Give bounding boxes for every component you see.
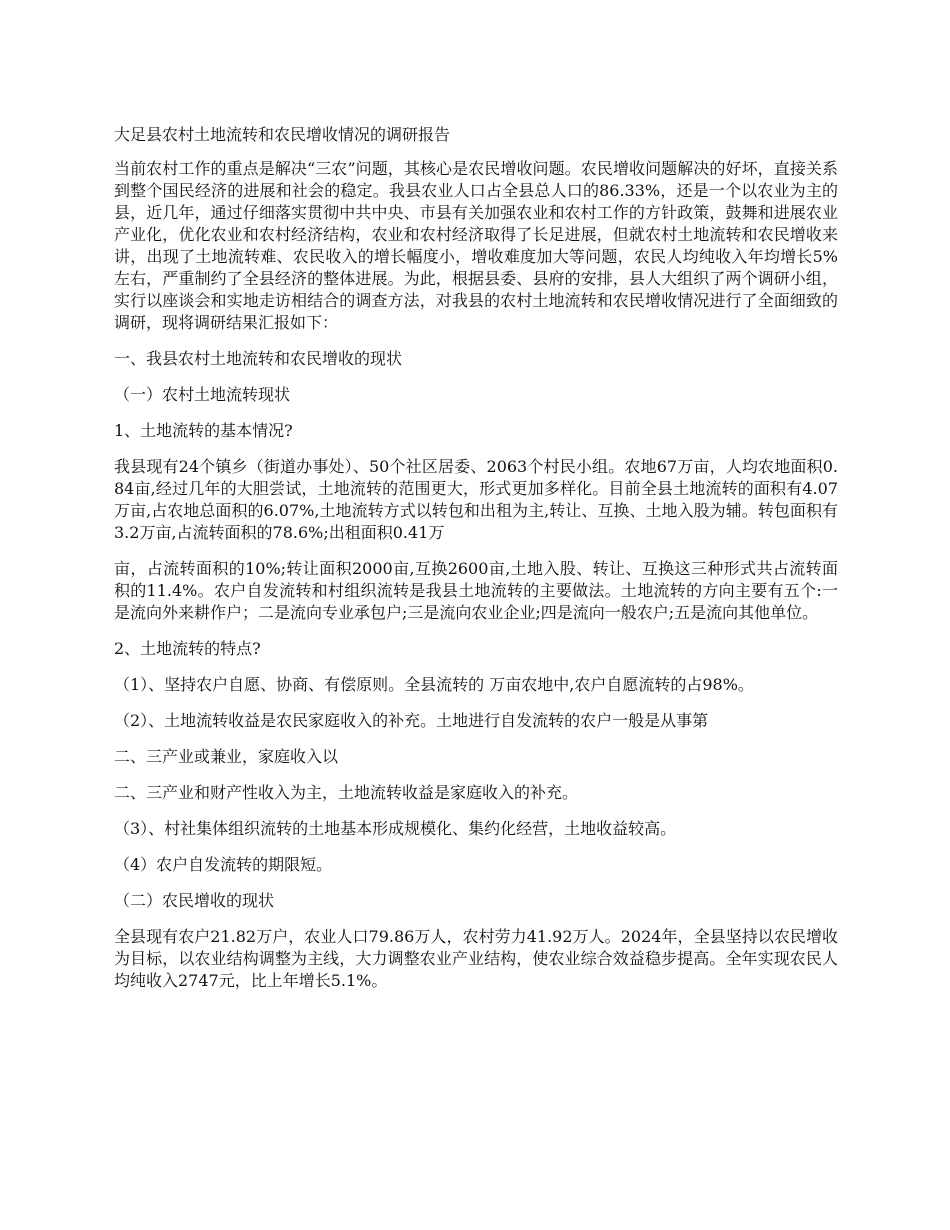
subsection-heading-2: （二）农民增收的现状 [114,891,275,910]
feature-2-cont-a: 二、三产业或兼业，家庭收入以 [114,747,339,766]
feature-4: （4）农户自发流转的期限短。 [114,855,333,874]
subsection-heading-1: （一）农村土地流转现状 [114,385,291,404]
document-page [114,124,838,1006]
feature-2-cont-b: 二、三产业和财产性收入为主，土地流转收益是家庭收入的补充。 [114,783,579,802]
item-heading-2: 2、土地流转的特点? [114,639,261,658]
feature-3: （3）、村社集体组织流转的土地基本形成规模化、集约化经营，土地收益较高。 [114,819,677,838]
feature-2: （2）、土地流转收益是农民家庭收入的补充。土地进行自发流转的农户一般是从事第 [114,711,709,730]
income-paragraph: 全县现有农户21.82万户，农业人口79.86万人，农村劳力41.92万人。2024年，全县坚持以农民增收为目标，以农业结构调整为主线，大力调整农业产业结构，使农业综合效益稳步提高。全年实现农民人均纯收入2747元，比上年增长5.1%。 [114,927,838,990]
land-transfer-paragraph-cont: 亩，占流转面积的10%;转让面积2000亩,互换2600亩,土地入股、转让、互换这三种形式共占流转面积的11.4%。农户自发流转和村组织流转是我县土地流转的主要做法。土地流转的方向主要有五个:一是流向外来耕作户；二是流向专业承包户;三是流向农业企业;四是流向一般农户;五是流向其他单位。 [114,559,838,622]
land-transfer-paragraph: 我县现有24个镇乡（街道办事处）、50个社区居委、2063个村民小组。农地67万亩，人均农地面积0.84亩,经过几年的大胆尝试，土地流转的范围更大，形式更加多样化。目前全县土地流转的面积有4.07万亩,占农地总面积的6.07%,土地流转方式以转包和出租为主,转让、互换、土地入股为辅。转包面积有3.2万亩,占流转面积的78.6%;出租面积0.41万 [114,457,838,542]
section-heading-1: 一、我县农村土地流转和农民增收的现状 [114,349,403,368]
intro-paragraph: 当前农村工作的重点是解决“三农”问题，其核心是农民增收问题。农民增收问题解决的好坏，直接关系到整个国民经济的进展和社会的稳定。我县农业人口占全县总人口的86.33%，还是一个以农业为主的县，近几年，通过仔细落实贯彻中共中央、市县有关加强农业和农村工作的方针政策，鼓舞和进展农业产业化，优化农业和农村经济结构，农业和农村经济取得了长足进展，但就农村土地流转和农民增收来讲，出现了土地流转难、农民收入的增长幅度小，增收难度加大等问题，农民人均纯收入年均增长5%左右，严重制约了全县经济的整体进展。为此，根据县委、县府的安排，县人大组织了两个调研小组，实行以座谈会和实地走访相结合的调查方法，对我县的农村土地流转和农民增收情况进行了全面细致的调研，现将调研结果汇报如下： [114,159,838,332]
feature-1: （1）、坚持农户自愿、协商、有偿原则。全县流转的 万亩农地中,农户自愿流转的占98%。 [114,675,754,694]
document-title: 大足县农村土地流转和农民增收情况的调研报告 [114,125,451,144]
item-heading-1: 1、土地流转的基本情况? [114,421,293,440]
